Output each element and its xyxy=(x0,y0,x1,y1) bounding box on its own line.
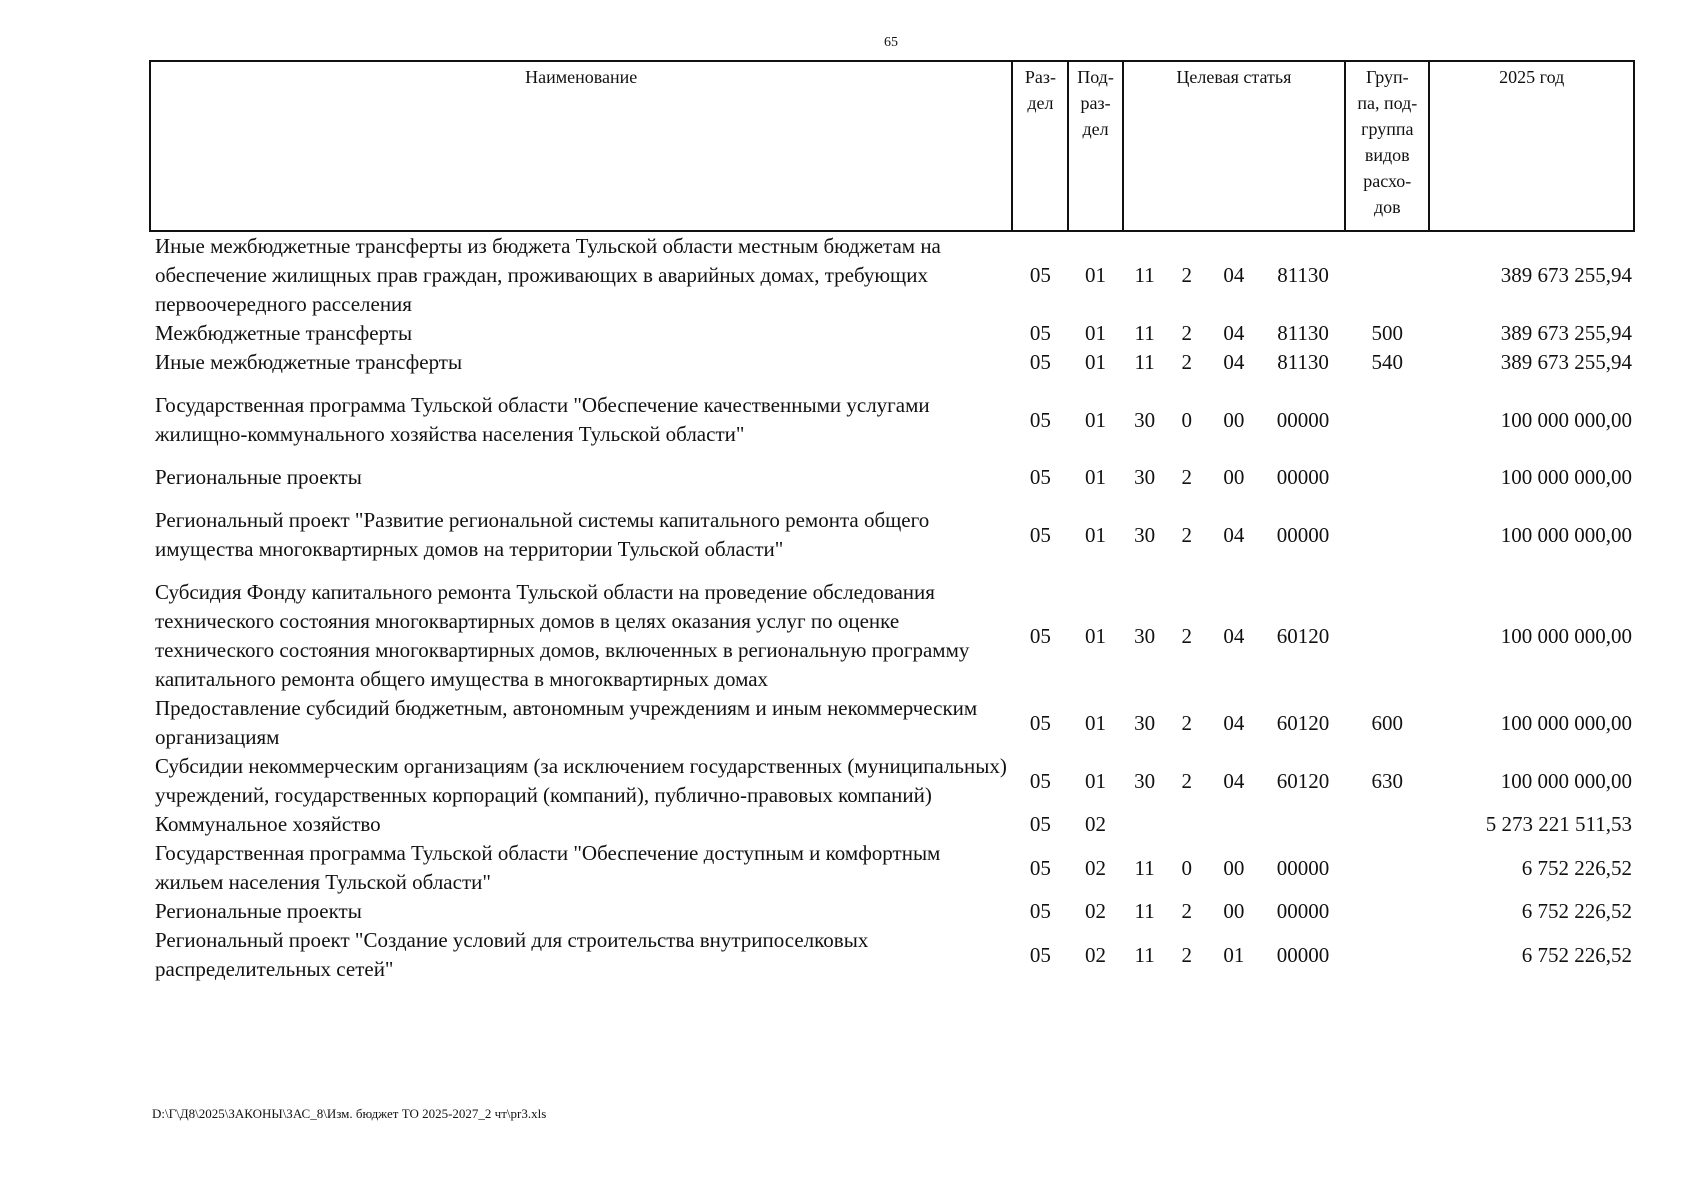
header-group: Груп- па, под- группа видов расхо- дов xyxy=(1345,61,1429,231)
table-header-row xyxy=(150,61,1634,231)
row-target-type: 2 xyxy=(1181,465,1192,489)
row-target-subprogram: 04 xyxy=(1223,623,1245,648)
row-amount: 6 752 226,52 xyxy=(1521,942,1632,967)
row-name: Региональные проекты xyxy=(155,465,362,489)
row-podrazdel: 01 xyxy=(1085,263,1107,287)
row-target-subprogram: 04 xyxy=(1223,321,1245,345)
row-razdel: 05 xyxy=(1029,321,1051,345)
row-expense-group xyxy=(1345,377,1429,449)
row-target-type: 0 xyxy=(1181,407,1192,432)
row-podrazdel: 01 xyxy=(1085,623,1107,648)
table-row xyxy=(150,449,1634,492)
row-name: Предоставление субсидий бюджетным, автономным учреждениям и иным некоммерческим организациям xyxy=(155,696,978,749)
row-razdel: 05 xyxy=(1029,522,1051,547)
row-amount: 100 000 000,00 xyxy=(1500,465,1632,489)
row-name: Региональный проект "Развитие региональной системы капитального ремонта общего имущества многоквартирных домов на территории Тульской области" xyxy=(155,508,930,561)
table-row xyxy=(150,839,1634,897)
row-target-program: 30 xyxy=(1134,407,1156,432)
row-name: Иные межбюджетные трансферты из бюджета Тульской области местным бюджетам на обеспечение жилищных прав граждан, проживающих в аварийных домах, требующих первоочередного расселения xyxy=(155,234,941,316)
row-podrazdel: 02 xyxy=(1085,812,1107,836)
row-name: Субсидии некоммерческим организациям (за исключением государственных (муниципальных) учреждений, государственных корпораций (компаний), публично-правовых компаний) xyxy=(155,754,1007,807)
row-target-subprogram: 04 xyxy=(1223,350,1245,374)
table-row xyxy=(150,752,1634,810)
header-year: 2025 год xyxy=(1429,61,1634,231)
row-target-direction: 60120 xyxy=(1276,768,1330,793)
row-target-type: 2 xyxy=(1181,942,1192,967)
row-target-subprogram: 00 xyxy=(1223,407,1245,432)
row-target-program: 11 xyxy=(1134,350,1155,374)
row-razdel: 05 xyxy=(1029,899,1051,923)
row-name: Региональные проекты xyxy=(155,899,362,923)
row-target-subprogram: 04 xyxy=(1223,263,1245,287)
row-name: Межбюджетные трансферты xyxy=(155,321,413,345)
row-amount: 100 000 000,00 xyxy=(1500,768,1632,793)
row-target-type: 2 xyxy=(1181,350,1192,374)
row-target-subprogram: 01 xyxy=(1223,942,1245,967)
row-target-type: 2 xyxy=(1181,263,1192,287)
row-podrazdel: 01 xyxy=(1085,350,1107,374)
row-name: Субсидия Фонду капитального ремонта Тульской области на проведение обследования технического состояния многоквартирных домов в целях оказания услуг по оценке технического состояния многоквартирных домов, включенных в региональную программу капитального ремонта общего имущества в многоквартирных домах xyxy=(155,580,970,691)
table-row xyxy=(150,810,1634,839)
row-expense-group: 630 xyxy=(1371,768,1404,793)
row-target-program: 11 xyxy=(1134,855,1155,880)
row-amount: 389 673 255,94 xyxy=(1500,350,1632,374)
row-target-program: 11 xyxy=(1134,321,1155,345)
row-podrazdel: 01 xyxy=(1085,321,1107,345)
row-expense-group xyxy=(1345,564,1429,694)
row-target-type: 2 xyxy=(1181,623,1192,648)
row-expense-group xyxy=(1345,839,1429,897)
row-amount: 100 000 000,00 xyxy=(1500,623,1632,648)
row-target-program: 30 xyxy=(1134,465,1156,489)
row-target-subprogram: 04 xyxy=(1223,768,1245,793)
row-name: Государственная программа Тульской области "Обеспечение доступным и комфортным жильем населения Тульской области" xyxy=(155,841,941,894)
row-expense-group xyxy=(1345,897,1429,926)
row-razdel: 05 xyxy=(1029,812,1051,836)
row-razdel: 05 xyxy=(1029,768,1051,793)
footer-file-path: D:\Г\Д8\2025\ЗАКОНЫ\ЗАС_8\Изм. бюджет ТО 2025-2027_2 чт\pr3.xls xyxy=(152,1106,547,1121)
row-target-type: 2 xyxy=(1181,321,1192,345)
row-razdel: 05 xyxy=(1029,350,1051,374)
row-expense-group xyxy=(1345,926,1429,984)
row-expense-group: 540 xyxy=(1371,350,1404,374)
header-name: Наименование xyxy=(150,61,1012,231)
table-row xyxy=(150,231,1634,319)
table-body xyxy=(150,231,1634,984)
row-name: Государственная программа Тульской области "Обеспечение качественными услугами жилищно-коммунального хозяйства населения Тульской области" xyxy=(155,393,930,446)
row-target-type: 2 xyxy=(1181,710,1192,735)
row-target-program: 11 xyxy=(1134,942,1155,967)
row-target-direction: 81130 xyxy=(1277,350,1329,374)
row-target-direction xyxy=(1261,810,1345,839)
row-expense-group xyxy=(1345,231,1429,319)
header-razdel: Раз- дел xyxy=(1012,61,1068,231)
row-target-direction: 60120 xyxy=(1276,710,1330,735)
table-row xyxy=(150,319,1634,348)
row-target-subprogram: 04 xyxy=(1223,710,1245,735)
row-podrazdel: 01 xyxy=(1085,768,1107,793)
row-podrazdel: 01 xyxy=(1085,407,1107,432)
row-target-type xyxy=(1167,810,1207,839)
row-amount: 389 673 255,94 xyxy=(1500,263,1632,287)
row-target-program: 11 xyxy=(1134,899,1155,923)
row-amount: 6 752 226,52 xyxy=(1521,855,1632,880)
row-target-type: 2 xyxy=(1181,899,1192,923)
row-target-program: 11 xyxy=(1134,263,1155,287)
row-razdel: 05 xyxy=(1029,710,1051,735)
row-name: Иные межбюджетные трансферты xyxy=(155,350,463,374)
row-target-subprogram: 00 xyxy=(1223,855,1245,880)
row-target-type: 0 xyxy=(1181,855,1192,880)
row-target-direction: 00000 xyxy=(1276,522,1330,547)
row-target-direction: 00000 xyxy=(1276,407,1330,432)
row-amount: 6 752 226,52 xyxy=(1521,899,1632,923)
row-amount: 5 273 221 511,53 xyxy=(1485,812,1632,836)
row-podrazdel: 02 xyxy=(1085,855,1107,880)
row-razdel: 05 xyxy=(1029,942,1051,967)
row-target-program xyxy=(1123,810,1167,839)
row-podrazdel: 02 xyxy=(1085,942,1107,967)
row-expense-group xyxy=(1345,810,1429,839)
table-row xyxy=(150,348,1634,377)
row-name: Коммунальное хозяйство xyxy=(155,812,381,836)
row-target-subprogram: 00 xyxy=(1223,899,1245,923)
table-row xyxy=(150,694,1634,752)
row-target-subprogram xyxy=(1207,810,1261,839)
row-podrazdel: 01 xyxy=(1085,465,1107,489)
row-target-direction: 00000 xyxy=(1276,855,1330,880)
row-target-type: 2 xyxy=(1181,768,1192,793)
row-razdel: 05 xyxy=(1029,465,1051,489)
table-row xyxy=(150,926,1634,984)
row-expense-group xyxy=(1345,449,1429,492)
row-target-direction: 00000 xyxy=(1276,942,1330,967)
row-target-type: 2 xyxy=(1181,522,1192,547)
row-target-direction: 00000 xyxy=(1276,465,1330,489)
row-amount: 389 673 255,94 xyxy=(1500,321,1632,345)
row-amount: 100 000 000,00 xyxy=(1500,407,1632,432)
row-razdel: 05 xyxy=(1029,263,1051,287)
row-target-subprogram: 04 xyxy=(1223,522,1245,547)
table-row xyxy=(150,897,1634,926)
table-row xyxy=(150,377,1634,449)
page-number: 65 xyxy=(884,35,898,50)
table-row xyxy=(150,564,1634,694)
row-expense-group: 500 xyxy=(1371,321,1404,345)
row-razdel: 05 xyxy=(1029,407,1051,432)
row-target-subprogram: 00 xyxy=(1223,465,1245,489)
row-target-program: 30 xyxy=(1134,522,1156,547)
row-podrazdel: 01 xyxy=(1085,522,1107,547)
row-target-program: 30 xyxy=(1134,768,1156,793)
row-amount: 100 000 000,00 xyxy=(1500,710,1632,735)
row-target-direction: 00000 xyxy=(1276,899,1330,923)
header-target: Целевая статья xyxy=(1123,61,1346,231)
row-target-direction: 60120 xyxy=(1276,623,1330,648)
header-podrazdel: Под- раз- дел xyxy=(1068,61,1122,231)
row-name: Региональный проект "Создание условий для строительства внутрипоселковых распределительных сетей" xyxy=(155,928,869,981)
row-target-direction: 81130 xyxy=(1277,321,1329,345)
row-podrazdel: 01 xyxy=(1085,710,1107,735)
row-razdel: 05 xyxy=(1029,623,1051,648)
row-target-program: 30 xyxy=(1134,623,1156,648)
row-podrazdel: 02 xyxy=(1085,899,1107,923)
row-expense-group xyxy=(1345,492,1429,564)
row-expense-group: 600 xyxy=(1371,710,1404,735)
budget-table xyxy=(149,60,1635,984)
row-target-program: 30 xyxy=(1134,710,1156,735)
row-amount: 100 000 000,00 xyxy=(1500,522,1632,547)
row-razdel: 05 xyxy=(1029,855,1051,880)
row-target-direction: 81130 xyxy=(1277,263,1329,287)
table-row xyxy=(150,492,1634,564)
